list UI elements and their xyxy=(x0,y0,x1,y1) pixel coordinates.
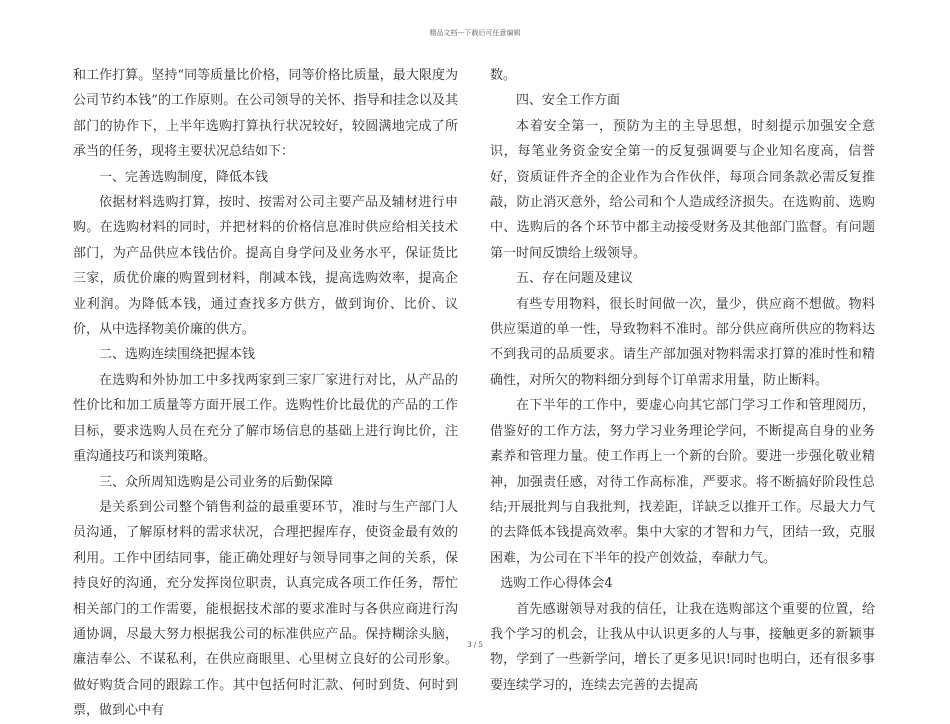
paragraph: 四、安全工作方面 xyxy=(516,93,621,109)
right-text-column xyxy=(490,63,875,698)
paragraph: 二、选购连续围绕把握本钱 xyxy=(99,347,256,363)
paragraph: 数。 xyxy=(490,68,517,83)
paragraph: 有些专用物料，很长时间做一次，量少，供应商不想做。物料供应渠道的单一性，导致物料不准时。部分供应商所供应的物料达不到我司的品质要求。请生产部加强对物料需求打算的准时性和精确性，对所欠的物料细分到每个订单需求用量，防止断料。 xyxy=(490,296,875,388)
left-text-column xyxy=(73,63,458,724)
paragraph: 依据材料选购打算，按时、按需对公司主要产品及辅材进行申购。在选购材料的同时，并把材料的价格信息准时供应给相关技术部门，为产品供应本钱估价。提高自身学问及业务水平，保证货比三家，质优价廉的购置到材料，削减本钱，提高选购效率，提高企业利润。为降低本钱，通过查找多方供方，做到询价、比价、议价，从中选择物美价廉的供方。 xyxy=(73,195,458,338)
paragraph: 三、众所周知选购是公司业务的后勤保障 xyxy=(99,474,334,490)
paragraph: 在下半年的工作中，要虚心向其它部门学习工作和管理阅历，借鉴好的工作方法，努力学习业务理论学问，不断提高自身的业务素养和管理力量。使工作再上一个新的台阶。要进一步强化敬业精神，加强责任感，对待工作高标准，严要求。将不断搞好阶段性总结;开展批判与自我批判，找差距，详缺乏以推开工作。尽最大力气的去降低本钱提高效率。集中大家的才智和力气，团结一致，克服困难，为公司在下半年的投产创效益，奉献力气。 xyxy=(490,398,875,566)
paragraph: 和工作打算。坚持“同等质量比价格，同等价格比质量，最大限度为公司节约本钱”的工作原则。在公司领导的关怀、指导和挂念以及其部门的协作下，上半年选购打算执行状况较好，较圆满地完成了所承当的任务，现将主要状况总结如下： xyxy=(73,68,458,160)
paragraph: 本着安全第一，预防为主的主导思想，时刻提示加强安全意识，每笔业务资金安全第一的反复强调要与企业知名度高，信誉好，资质证件齐全的企业作为合作伙伴，每项合同条款必需反复推敲，防止消灭意外，给公司和个人造成经济损失。在选购前、选购中、选购后的各个环节中都主动接受财务及其他部门监督。有问题第一时间反馈给上级领导。 xyxy=(490,118,875,261)
paragraph: 在选购和外协加工中多找两家到三家厂家进行对比，从产品的性价比和加工质量等方面开展工作。选购性价比最优的产品的工作目标，要求选购人员在充分了解市场信息的基础上进行询比价，注重沟通技巧和谈判策略。 xyxy=(73,372,458,465)
paragraph: 一、完善选购制度，降低本钱 xyxy=(99,169,269,185)
paragraph: 是关系到公司整个销售利益的最重要环节，准时与生产部门人员沟通，了解原材料的需求状况，合理把握库存，使资金最有效的利用。工作中团结同事，能正确处理好与领导同事之间的关系，保持良好的沟通，充分发挥岗位职责，认真完成各项工作任务，帮忙相关部门的工作需要，能根据技术部的要求准时与各供应商进行沟通协调，尽最大努力根据我公司的标准供应产品。保持糊涂头脑，廉洁奉公、不谋私利，在供应商眼里、心里树立良好的公司形象。做好购货合同的跟踪工作。其中包括何时汇款、何时到货、何时到票，做到心中有 xyxy=(73,499,458,719)
paragraph: 五、存在问题及建议 xyxy=(516,271,634,287)
page-header: 精品文档---下载后可任意编辑 xyxy=(429,29,521,37)
paragraph: 选购工作心得体会4 xyxy=(500,576,613,592)
page-number: 3 / 5 xyxy=(467,641,483,649)
paragraph: 首先感谢领导对我的信任，让我在选购部这个重要的位置，给我个学习的机会，让我从中认识更多的人与事，接触更多的新颖事物，学到了一些新学问，增长了更多见识!同时也明白，还有很多事要连续学习的，连续去完善的去提高 xyxy=(490,601,875,693)
